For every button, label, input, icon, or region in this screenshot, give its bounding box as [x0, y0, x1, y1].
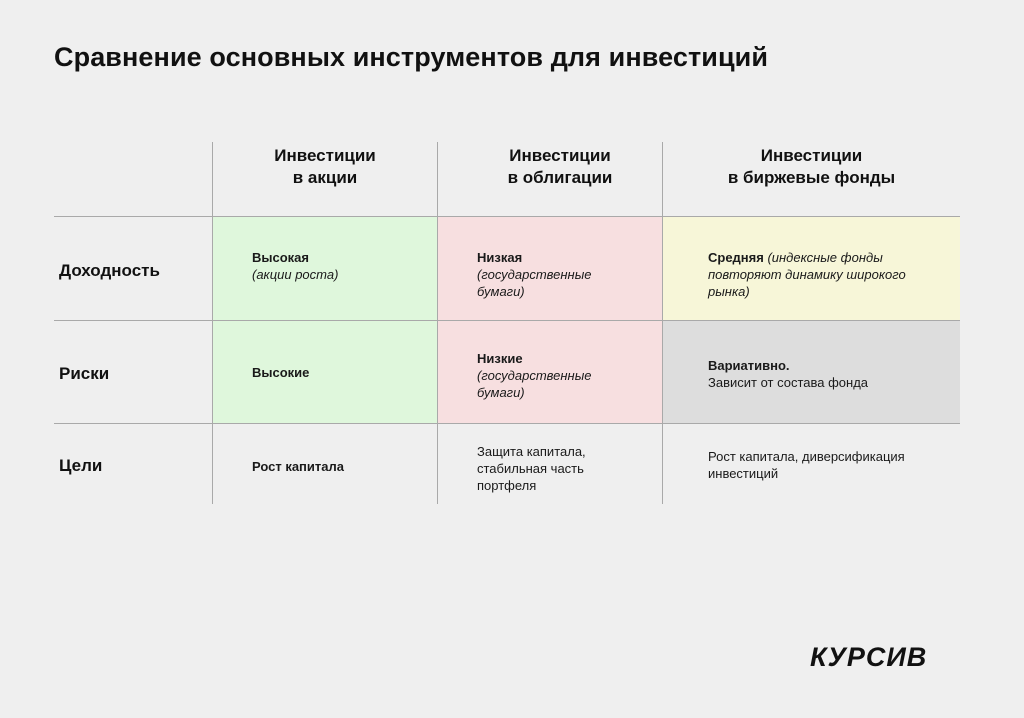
cell-risk-etf	[708, 357, 944, 391]
grid-line	[54, 216, 960, 217]
cell-bold-text: Высокие	[252, 365, 310, 380]
page-title: Сравнение основных инструментов для инвестиций	[54, 42, 769, 72]
cell-bold-text: Низкие	[477, 351, 523, 366]
cell-plain-text: Защита капитала, стабильная часть портфеля	[477, 444, 586, 493]
column-header-line: Инвестиции	[760, 146, 863, 165]
grid-line	[437, 142, 438, 504]
cell-italic-text: (индексные фонды повторяют динамику широкого рынка)	[708, 250, 906, 299]
cell-bold-text: Рост капитала	[252, 459, 344, 474]
cell-bold-text: Средняя	[708, 250, 764, 265]
cell-plain-text: Рост капитала, диверсификация инвестиций	[708, 449, 905, 481]
cell-bold-text: Вариативно.	[708, 358, 790, 373]
column-header-line: в акции	[292, 168, 358, 187]
cell-risk-stocks	[252, 364, 427, 381]
cell-bold-text: Низкая	[477, 250, 523, 265]
column-header-line: Инвестиции	[509, 146, 611, 165]
cell-bold-text: Высокая	[252, 250, 309, 265]
cell-italic-text: (государственные бумаги)	[477, 267, 592, 299]
cell-return-stocks	[252, 249, 427, 283]
row-label-goals: Цели	[59, 456, 103, 475]
cell-return-etf	[708, 249, 944, 300]
cell-plain-text: Зависит от состава фонда	[708, 375, 869, 390]
grid-line	[212, 142, 213, 504]
grid-line	[662, 142, 663, 504]
grid-line	[54, 423, 960, 424]
column-header-stocks	[213, 145, 437, 189]
cell-risk-bonds	[477, 350, 627, 401]
column-header-etf	[663, 145, 960, 189]
cell-goals-stocks	[252, 458, 427, 475]
column-header-line: в облигации	[507, 168, 613, 187]
cell-return-bonds	[477, 249, 627, 300]
row-label-risk: Риски	[59, 364, 110, 383]
column-header-line: Инвестиции	[274, 146, 376, 165]
column-header-line: в биржевые фонды	[727, 168, 896, 187]
cell-italic-text: (государственные бумаги)	[477, 368, 592, 400]
grid-line	[54, 320, 960, 321]
row-label-return: Доходность	[59, 261, 160, 280]
cell-goals-bonds	[477, 443, 607, 494]
kursiv-logo: КУРСИВ	[810, 642, 928, 672]
cell-italic-text: (акции роста)	[252, 267, 339, 282]
cell-goals-etf	[708, 448, 944, 482]
column-header-bonds	[438, 145, 682, 189]
